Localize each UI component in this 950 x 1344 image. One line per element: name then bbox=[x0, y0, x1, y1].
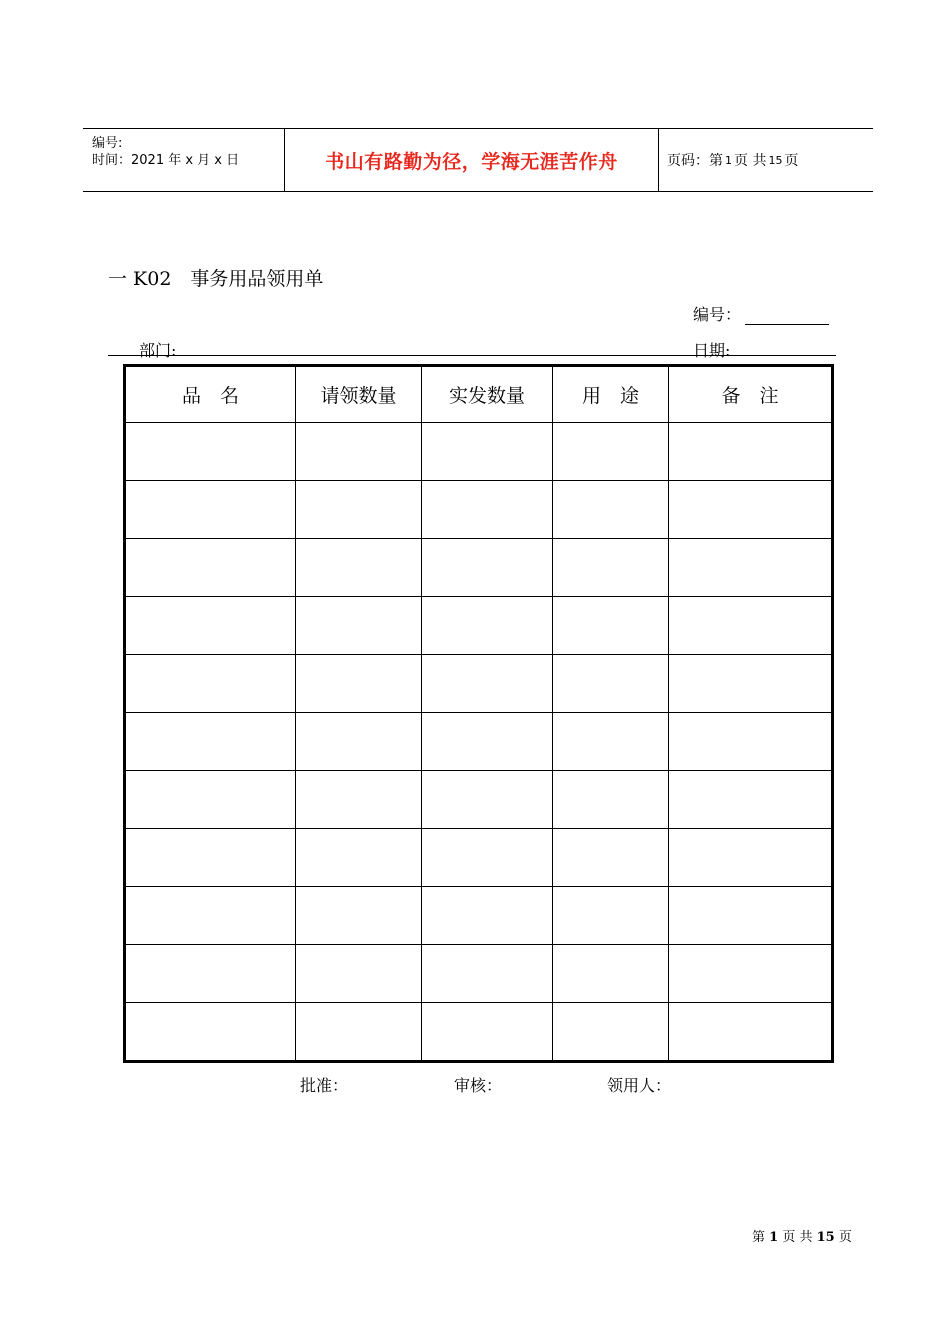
table-cell[interactable] bbox=[422, 1003, 553, 1062]
table-cell[interactable] bbox=[553, 771, 669, 829]
header-page-suffix: 页 bbox=[784, 153, 799, 169]
table-cell[interactable] bbox=[669, 539, 833, 597]
footer-total: 15 bbox=[816, 1230, 835, 1245]
header-number-label: 编号: bbox=[92, 136, 123, 151]
table-cell[interactable] bbox=[553, 945, 669, 1003]
header-page-prefix: 页码：第 bbox=[667, 153, 723, 169]
table-row bbox=[125, 945, 833, 1003]
table-cell[interactable] bbox=[422, 887, 553, 945]
table-cell[interactable] bbox=[296, 713, 422, 771]
table-cell[interactable] bbox=[296, 655, 422, 713]
receiver-label: 领用人： bbox=[607, 1076, 672, 1095]
table-cell[interactable] bbox=[553, 829, 669, 887]
table-row bbox=[125, 423, 833, 481]
header-motto: 书山有路勤为径，学海无涯苦作舟 bbox=[284, 129, 659, 191]
approve-label: 批准： bbox=[300, 1076, 349, 1095]
table-cell[interactable] bbox=[296, 771, 422, 829]
header-page-current: 1 bbox=[725, 153, 732, 167]
requisition-table bbox=[123, 364, 834, 1063]
table-cell[interactable] bbox=[296, 887, 422, 945]
table-cell[interactable] bbox=[669, 655, 833, 713]
table-cell[interactable] bbox=[125, 887, 296, 945]
header-page-total: 15 bbox=[768, 153, 783, 167]
table-header-row bbox=[125, 366, 833, 423]
table-cell[interactable] bbox=[125, 1003, 296, 1062]
table-cell[interactable] bbox=[125, 829, 296, 887]
table-cell[interactable] bbox=[125, 771, 296, 829]
header-time: 时间：2021 年 x 月 x 日 bbox=[92, 153, 240, 168]
table-cell[interactable] bbox=[669, 945, 833, 1003]
header-page-mid: 页 共 bbox=[734, 153, 767, 169]
table-cell[interactable] bbox=[296, 481, 422, 539]
table-cell[interactable] bbox=[553, 539, 669, 597]
table-row bbox=[125, 597, 833, 655]
table-cell[interactable] bbox=[125, 945, 296, 1003]
table-row bbox=[125, 829, 833, 887]
form-code-label: 编号： bbox=[693, 305, 742, 324]
table-cell[interactable] bbox=[125, 713, 296, 771]
table-cell[interactable] bbox=[553, 887, 669, 945]
table-cell[interactable] bbox=[553, 481, 669, 539]
table-cell[interactable] bbox=[422, 539, 553, 597]
table-cell[interactable] bbox=[422, 597, 553, 655]
table-cell[interactable] bbox=[669, 887, 833, 945]
department-label: 部门: bbox=[139, 341, 177, 360]
table-cell[interactable] bbox=[422, 713, 553, 771]
header-meta bbox=[83, 129, 284, 191]
table-cell[interactable] bbox=[296, 945, 422, 1003]
date-label: 日期: bbox=[693, 341, 731, 360]
table-cell[interactable] bbox=[422, 481, 553, 539]
table-body bbox=[125, 423, 833, 1062]
table-row bbox=[125, 481, 833, 539]
table-cell[interactable] bbox=[422, 945, 553, 1003]
table-cell[interactable] bbox=[125, 481, 296, 539]
department-rule bbox=[108, 355, 836, 356]
form-title: 一 K02 事务用品领用单 bbox=[108, 268, 324, 290]
page-footer bbox=[752, 1226, 852, 1245]
column-header-remarks: 备 注 bbox=[669, 366, 833, 423]
form-code-blank[interactable] bbox=[745, 308, 829, 325]
footer-suffix: 页 bbox=[838, 1230, 852, 1245]
table-cell[interactable] bbox=[669, 771, 833, 829]
column-header-item-name: 品 名 bbox=[125, 366, 296, 423]
table-cell[interactable] bbox=[553, 597, 669, 655]
table-row bbox=[125, 655, 833, 713]
table-cell[interactable] bbox=[669, 481, 833, 539]
table-row bbox=[125, 771, 833, 829]
table-cell[interactable] bbox=[422, 771, 553, 829]
table-cell[interactable] bbox=[422, 655, 553, 713]
table-cell[interactable] bbox=[669, 423, 833, 481]
table-cell[interactable] bbox=[669, 829, 833, 887]
form-code-line bbox=[693, 302, 829, 325]
footer-current: 1 bbox=[769, 1230, 779, 1245]
table-cell[interactable] bbox=[553, 713, 669, 771]
column-header-purpose: 用 途 bbox=[553, 366, 669, 423]
footer-mid: 页 共 bbox=[782, 1230, 813, 1245]
footer-prefix: 第 bbox=[752, 1230, 766, 1245]
table-row bbox=[125, 539, 833, 597]
table-cell[interactable] bbox=[422, 829, 553, 887]
table-cell[interactable] bbox=[669, 1003, 833, 1062]
table-cell[interactable] bbox=[125, 423, 296, 481]
table-row bbox=[125, 1003, 833, 1062]
table-cell[interactable] bbox=[669, 713, 833, 771]
column-header-issued-qty: 实发数量 bbox=[422, 366, 553, 423]
table-row bbox=[125, 713, 833, 771]
table-cell[interactable] bbox=[553, 423, 669, 481]
document-header bbox=[83, 128, 873, 192]
review-label: 审核： bbox=[454, 1076, 503, 1095]
table-row bbox=[125, 887, 833, 945]
table-cell[interactable] bbox=[669, 597, 833, 655]
table-cell[interactable] bbox=[296, 1003, 422, 1062]
header-page-number bbox=[667, 129, 798, 191]
table-cell[interactable] bbox=[296, 597, 422, 655]
table-cell[interactable] bbox=[296, 539, 422, 597]
table-cell[interactable] bbox=[553, 655, 669, 713]
column-header-requested-qty: 请领数量 bbox=[296, 366, 422, 423]
table-cell[interactable] bbox=[422, 423, 553, 481]
table-cell[interactable] bbox=[125, 597, 296, 655]
table-cell[interactable] bbox=[296, 829, 422, 887]
table-cell[interactable] bbox=[125, 539, 296, 597]
table-cell[interactable] bbox=[553, 1003, 669, 1062]
table-cell[interactable] bbox=[125, 655, 296, 713]
table-cell[interactable] bbox=[296, 423, 422, 481]
